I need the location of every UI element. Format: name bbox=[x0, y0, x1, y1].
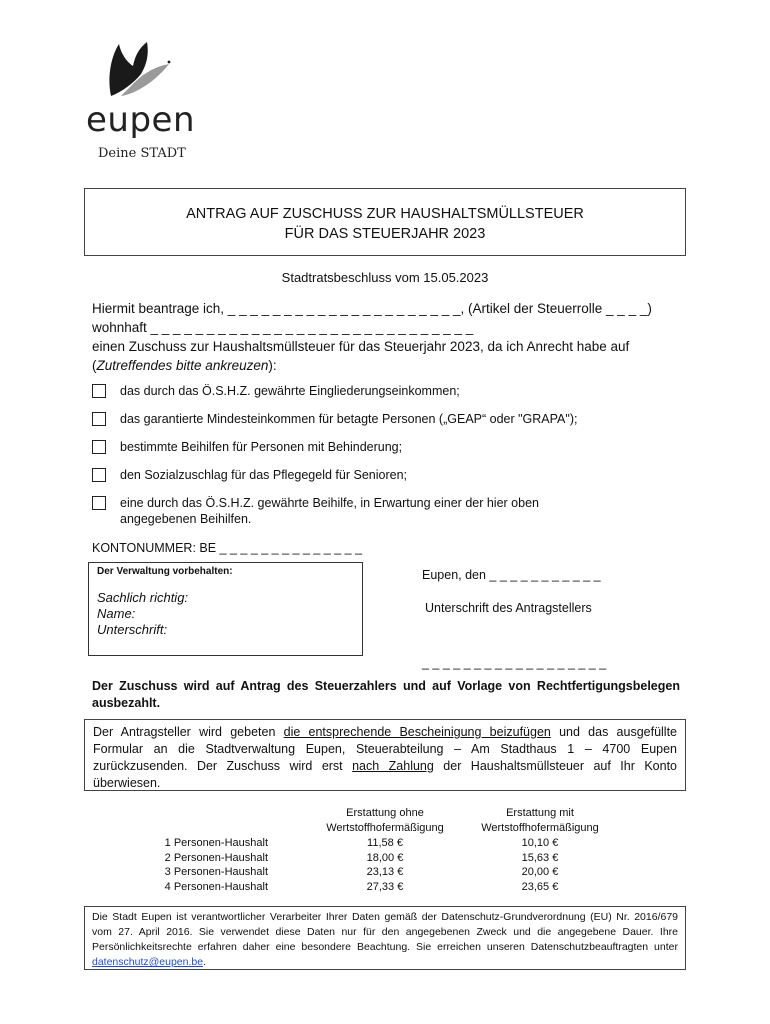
checkbox[interactable] bbox=[92, 440, 106, 454]
title-line-2: FÜR DAS STEUERJAHR 2023 bbox=[284, 226, 486, 242]
checkbox[interactable] bbox=[92, 468, 106, 482]
intro-line-instruction: (Zutreffendes bitte ankreuzen): bbox=[92, 358, 277, 373]
resolution-date: Stadtratsbeschluss vom 15.05.2023 bbox=[281, 270, 489, 285]
option-label: den Sozialzuschlag für das Pflegegeld für Senioren; bbox=[120, 468, 407, 482]
column-header-ohne: Erstattung ohne Wertstoffhofermäßigung bbox=[326, 807, 444, 834]
value-ohne: 18,00 € bbox=[366, 852, 404, 864]
option-behinderung[interactable] bbox=[92, 439, 590, 455]
admin-field-name: Name: bbox=[97, 606, 136, 621]
intro-line-applicant[interactable]: Hiermit beantrage ich, _ _ _ _ _ _ _ _ _ _ _ _ _ _ _ _ _ _ _ _ _, (Artikel der Steuerrolle _ _ _ _) bbox=[92, 301, 652, 316]
signature-label: Unterschrift des Antragstellers bbox=[425, 601, 592, 615]
option-sozialzuschlag[interactable] bbox=[92, 467, 590, 483]
value-mit: 20,00 € bbox=[521, 866, 559, 878]
option-label: eine durch das Ö.S.H.Z. gewährte Beihilfe, in Erwartung einer der hier oben angegebenen Beihilfen. bbox=[120, 496, 539, 526]
option-label: das garantierte Mindesteinkommen für betagte Personen („GEAP“ oder "GRAPA"); bbox=[120, 412, 578, 426]
value-ohne: 27,33 € bbox=[366, 881, 404, 893]
row-label: 1 Personen-Haushalt bbox=[164, 837, 268, 849]
option-geap[interactable] bbox=[92, 411, 590, 427]
option-label: bestimmte Beihilfen für Personen mit Behinderung; bbox=[120, 440, 403, 454]
checkbox[interactable] bbox=[92, 412, 106, 426]
account-number-field[interactable]: KONTONUMMER: BE _ _ _ _ _ _ _ _ _ _ _ _ _ _ bbox=[92, 541, 363, 555]
intro-line-request: einen Zuschuss zur Haushaltsmüllsteuer für das Steuerjahr 2023, da ich Anrecht habe auf bbox=[92, 339, 630, 354]
row-label: 4 Personen-Haushalt bbox=[164, 881, 268, 893]
checkbox[interactable] bbox=[92, 496, 106, 510]
value-ohne: 11,58 € bbox=[367, 837, 403, 849]
place-date-field[interactable]: Eupen, den _ _ _ _ _ _ _ _ _ _ _ bbox=[422, 568, 601, 582]
admin-field-approved: Sachlich richtig: bbox=[97, 590, 189, 605]
value-ohne: 23,13 € bbox=[366, 866, 404, 878]
row-label: 2 Personen-Haushalt bbox=[164, 852, 268, 864]
brand-slogan: Deine STADT bbox=[98, 146, 186, 161]
payment-notice: Der Zuschuss wird auf Antrag des Steuerzahlers und auf Vorlage von Rechtfertigungsbelegen ausbezahlt. bbox=[92, 679, 680, 710]
value-mit: 23,65 € bbox=[521, 881, 559, 893]
data-protection-box: Die Stadt Eupen ist verantwortlicher Verarbeiter Ihrer Daten gemäß der Datenschutz-Grundverordnung (EU) Nr. 2016/679 vom 27. April 2016. Sie verwendet diese Daten nur für den angegebenen Zweck und die angegebene Dauer. Ihre Persönlichkeitsrechte erfahren daher eine besondere Beachtung. Sie erreichen unseren Datenschutzbeauftragten unter datenschutz@eupen.be. bbox=[84, 906, 686, 970]
option-eingliederungseinkommen[interactable] bbox=[92, 383, 590, 399]
privacy-email-link[interactable]: datenschutz@eupen.be bbox=[92, 956, 204, 968]
title-box bbox=[84, 188, 686, 256]
checkbox[interactable] bbox=[92, 384, 106, 398]
title-line-1: ANTRAG AUF ZUSCHUSS ZUR HAUSHALTSMÜLLSTEUER bbox=[186, 206, 584, 222]
row-label: 3 Personen-Haushalt bbox=[164, 866, 268, 878]
eupen-logo-mark bbox=[105, 38, 175, 98]
admin-fields bbox=[97, 590, 188, 638]
signature-line[interactable]: _ _ _ _ _ _ _ _ _ _ _ _ _ _ _ _ _ _ bbox=[422, 656, 607, 670]
option-label: das durch das Ö.S.H.Z. gewährte Eingliederungseinkommen; bbox=[120, 384, 460, 398]
intro-line-address[interactable]: wohnhaft _ _ _ _ _ _ _ _ _ _ _ _ _ _ _ _ _ _ _ _ _ _ _ _ _ _ _ _ _ bbox=[92, 320, 474, 335]
intro-text bbox=[92, 299, 680, 375]
column-header-mit: Erstattung mit Wertstoffhofermäßigung bbox=[481, 807, 599, 834]
instructions-box: Der Antragsteller wird gebeten die entsprechende Bescheinigung beizufügen und das ausgefüllte Formular an die Stadtverwaltung Eupen, Steuerabteilung – Am Stadthaus 1 – 4700 Eupen zurückzusenden. Der Zuschuss wird erst nach Zahlung der Haushaltsmüllsteuer auf Ihr Konto überwiesen. bbox=[84, 719, 686, 791]
value-mit: 10,10 € bbox=[521, 837, 559, 849]
brand-name: eupen bbox=[86, 100, 196, 140]
admin-title: Der Verwaltung vorbehalten: bbox=[97, 566, 233, 577]
value-mit: 15,63 € bbox=[521, 852, 559, 864]
admin-field-signature: Unterschrift: bbox=[97, 622, 168, 637]
option-beihilfe-erwartung[interactable] bbox=[92, 495, 590, 527]
